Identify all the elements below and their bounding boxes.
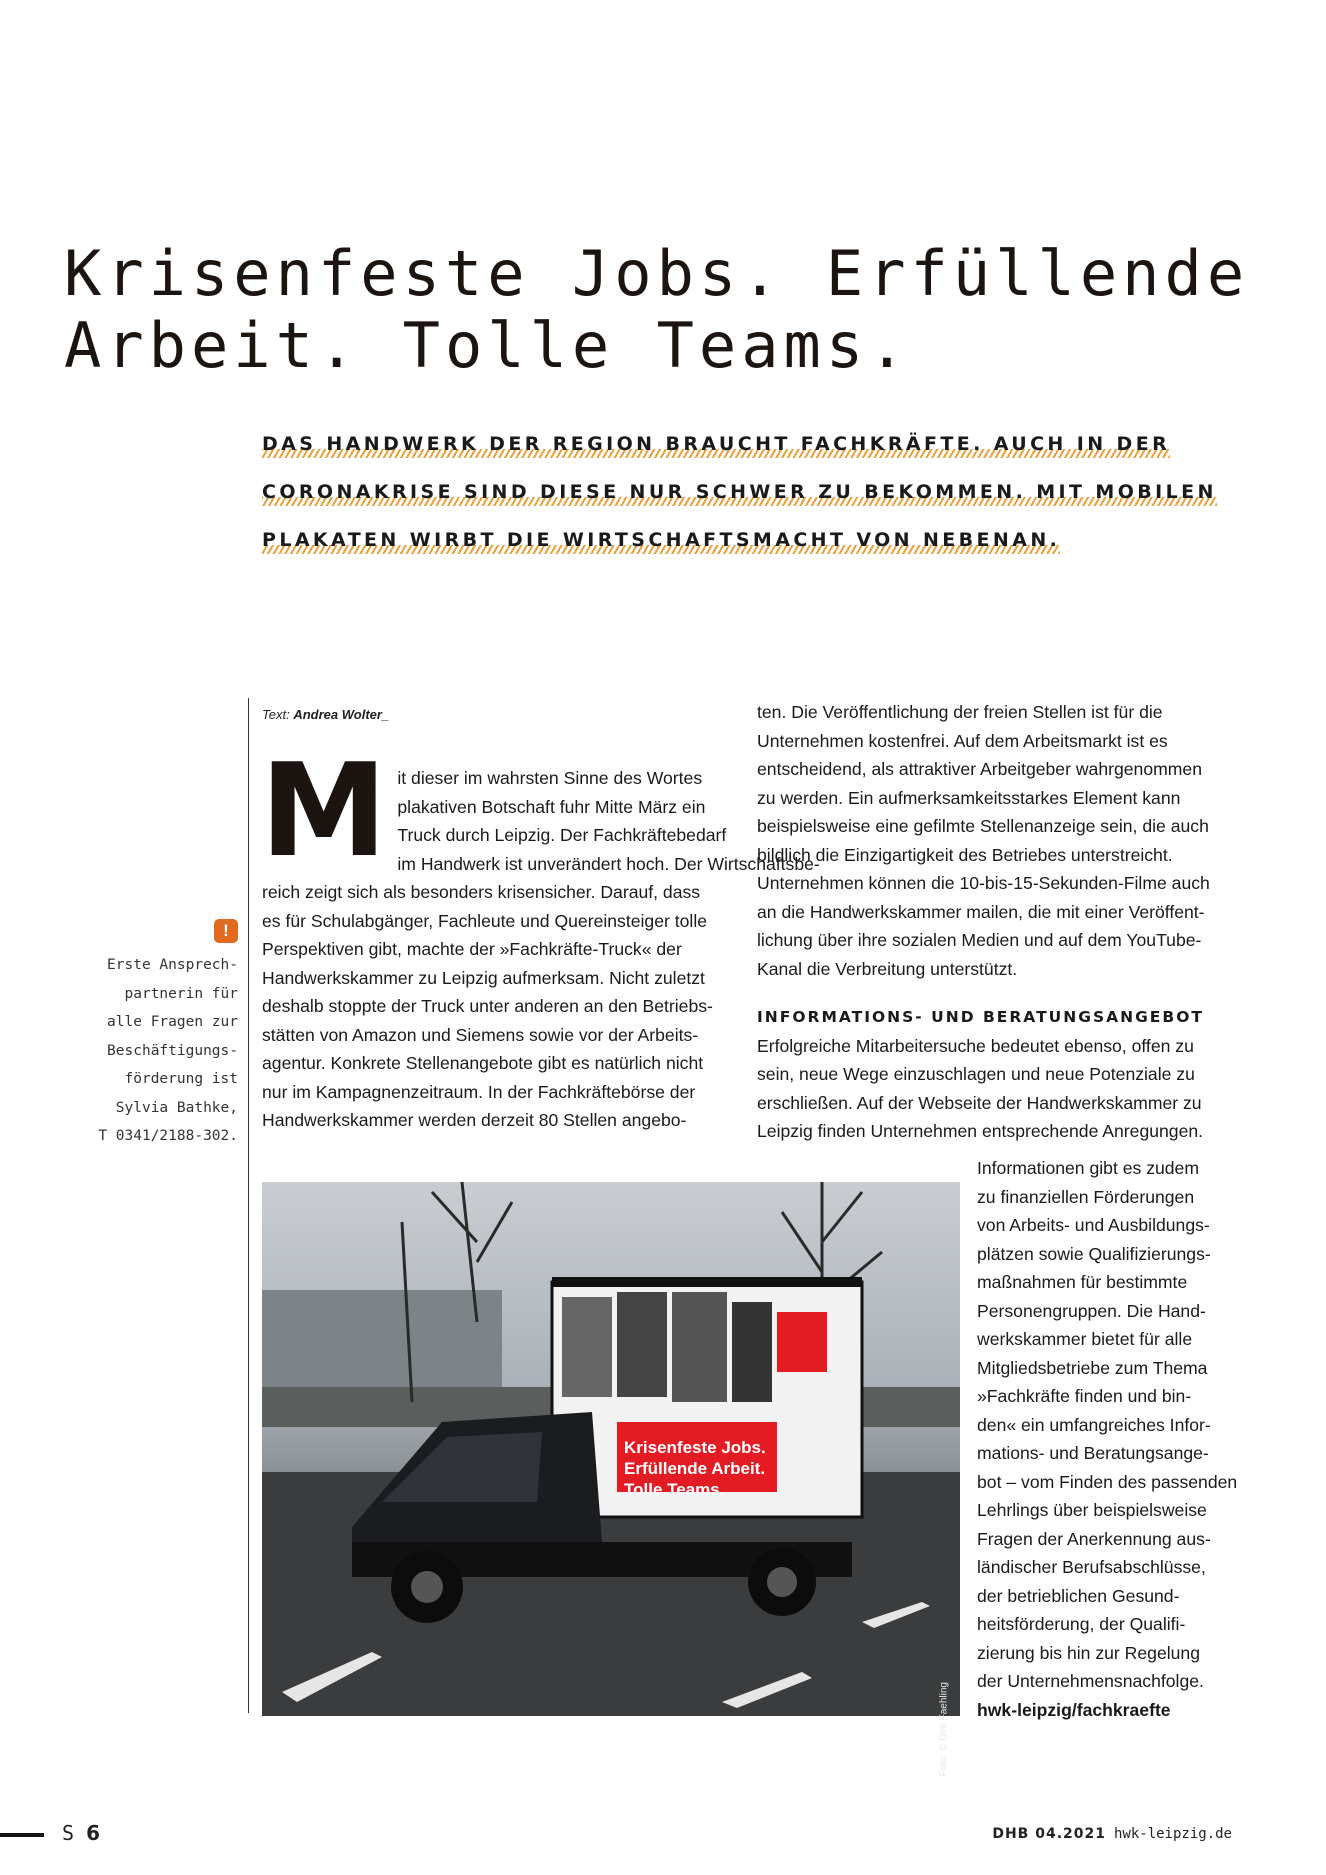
truck-poster-text	[624, 1437, 766, 1500]
lead-line-3: PLAKATEN WIRBT DIE WIRTSCHAFTSMACHT VON NEBENAN.	[262, 518, 1060, 566]
truck-photo	[262, 1182, 960, 1777]
text-line: it dieser im wahrsten Sinne des Wortes	[397, 768, 703, 788]
photo-credit: Foto: © Dirk Faehling	[939, 1682, 950, 1777]
text-line: erschließen. Auf der Webseite der Handwerkskammer zu	[757, 1092, 1202, 1113]
text-line: zu werden. Ein aufmerksamkeitsstarkes Element kann	[757, 787, 1181, 808]
text-line: zu finanziellen Förderungen	[977, 1186, 1195, 1207]
text-line: agentur. Konkrete Stellenangebote gibt es natürlich nicht	[262, 1053, 704, 1073]
text-line: entscheidend, als attraktiver Arbeitgeber wahrgenommen	[757, 759, 1202, 779]
lead-line-1: DAS HANDWERK DER REGION BRAUCHT FACHKRÄFTE. AUCH IN DER	[262, 422, 1170, 470]
poster-line-2: Erfüllende Arbeit.	[624, 1459, 766, 1478]
sidebar-line: partnerin für	[124, 985, 238, 1002]
text-line: Personengruppen. Die Hand-	[977, 1300, 1206, 1321]
article-link[interactable]: hwk-leipzig/fachkraefte	[977, 1699, 1171, 1720]
alert-icon: !	[214, 919, 238, 943]
sidebar-line: T 0341/2188-302.	[98, 1128, 238, 1144]
text-line: Erfolgreiche Mitarbeitersuche bedeutet ebenso, offen zu	[757, 1035, 1194, 1056]
text-line: Unternehmen kostenfrei. Auf dem Arbeitsmarkt ist es	[757, 730, 1168, 751]
article-column-2	[757, 698, 1231, 1146]
sidebar-line: förderung ist	[124, 1071, 238, 1087]
page-number-value: 6	[86, 1821, 101, 1845]
sidebar-line: Erste Ansprech-	[107, 957, 238, 973]
text-line: bot – vom Finden des passenden	[977, 1471, 1238, 1492]
sidebar-line: alle Fragen zur	[107, 1014, 238, 1030]
text-line: Fragen der Anerkennung aus-	[977, 1528, 1211, 1549]
text-line: an die Handwerkskammer mailen, die mit einer Veröffent-	[757, 901, 1205, 922]
credit-author: Andrea Wolter_	[293, 707, 390, 722]
section-subheading: INFORMATIONS- UND BERATUNGSANGEBOT	[757, 1008, 1204, 1026]
column-divider	[248, 698, 249, 1713]
text-line: Unternehmen können die 10-bis-15-Sekunden-Filme auch	[757, 873, 1210, 893]
page-number	[62, 1821, 100, 1845]
article-column-3	[977, 1154, 1238, 1724]
headline-line-1: Krisenfeste Jobs. Erfüllende	[64, 237, 1250, 310]
sidebar-line: Beschäftigungs-	[107, 1042, 238, 1059]
lead-paragraph	[262, 422, 1217, 566]
text-line: lichung über ihre sozialen Medien und auf dem YouTube-	[757, 930, 1202, 950]
text-line: Leipzig finden Unternehmen entsprechende Anregungen.	[757, 1121, 1204, 1141]
lead-line-2: CORONAKRISE SIND DIESE NUR SCHWER ZU BEKOMMEN. MIT MOBILEN	[262, 470, 1217, 518]
text-line: sein, neue Wege einzuschlagen und neue Potenziale zu	[757, 1064, 1195, 1084]
text-line: den« ein umfangreiches Infor-	[977, 1414, 1211, 1435]
footer-bar	[0, 1833, 44, 1837]
text-line: plätzen sowie Qualifizierungs-	[977, 1243, 1211, 1264]
text-line: heitsförderung, der Qualifi-	[977, 1614, 1186, 1634]
footer-site[interactable]: hwk-leipzig.de	[1113, 1826, 1232, 1842]
text-line: reich zeigt sich als besonders krisensicher. Darauf, dass	[262, 882, 701, 902]
text-line: Truck durch Leipzig. Der Fachkräftebedarf	[397, 825, 727, 845]
poster-line-3: Tolle Teams.	[624, 1480, 725, 1499]
text-line: Kanal die Verbreitung unterstützt.	[757, 958, 1018, 979]
text-line: mations- und Beratungsange-	[977, 1443, 1209, 1463]
text-line: im Handwerk ist unverändert hoch. Der Wirtschaftsbe-	[397, 853, 820, 874]
text-line: Handwerkskammer zu Leipzig aufmerksam. Nicht zuletzt	[262, 967, 705, 988]
text-line: maßnahmen für bestimmte	[977, 1272, 1188, 1292]
text-line: der Unternehmensnachfolge.	[977, 1671, 1204, 1691]
text-line: Lehrlings über beispielsweise	[977, 1500, 1207, 1520]
article-column-1	[260, 737, 820, 1135]
issue-label: DHB 04.2021	[992, 1826, 1106, 1842]
page-prefix: S	[62, 1821, 75, 1845]
headline	[64, 238, 1304, 382]
credit-label: Text:	[262, 707, 290, 722]
text-line: Handwerkskammer werden derzeit 80 Stellen angebo-	[262, 1110, 687, 1130]
text-line: von Arbeits- und Ausbildungs-	[977, 1215, 1210, 1235]
text-line: Perspektiven gibt, machte der »Fachkräfte-Truck« der	[262, 939, 682, 959]
text-line: ländischer Berufsabschlüsse,	[977, 1557, 1206, 1577]
text-line: nur im Kampagnenzeitraum. In der Fachkräftebörse der	[262, 1081, 696, 1102]
text-line: es für Schulabgänger, Fachleute und Quereinsteiger tolle	[262, 910, 708, 931]
text-line: stätten von Amazon und Siemens sowie vor der Arbeits-	[262, 1024, 699, 1045]
sidebar-line: Sylvia Bathke,	[115, 1099, 238, 1116]
text-line: Informationen gibt es zudem	[977, 1158, 1200, 1178]
headline-line-2: Arbeit. Tolle Teams.	[64, 309, 911, 382]
text-line: deshalb stoppte der Truck unter anderen an den Betriebs-	[262, 996, 713, 1016]
contact-sidebar	[62, 918, 238, 1151]
poster-line-1: Krisenfeste Jobs.	[624, 1438, 766, 1457]
text-line: beispielsweise eine gefilmte Stellenanzeige sein, die auch	[757, 816, 1209, 836]
text-line: bildlich die Einzigartigkeit des Betriebes unterstreicht.	[757, 844, 1173, 865]
text-line: ten. Die Veröffentlichung der freien Stellen ist für die	[757, 702, 1163, 722]
text-line: Mitgliedsbetriebe zum Thema	[977, 1357, 1208, 1378]
footer-right	[992, 1826, 1232, 1842]
text-line: zierung bis hin zur Regelung	[977, 1642, 1200, 1663]
text-line: werkskammer bietet für alle	[977, 1329, 1193, 1349]
author-credit	[262, 707, 389, 722]
text-line: »Fachkräfte finden und bin-	[977, 1386, 1192, 1406]
text-line: der betrieblichen Gesund-	[977, 1585, 1180, 1606]
drop-cap: M	[260, 737, 388, 886]
text-line: plakativen Botschaft fuhr Mitte März ein	[397, 796, 706, 817]
truck-illustration	[262, 1182, 960, 1716]
